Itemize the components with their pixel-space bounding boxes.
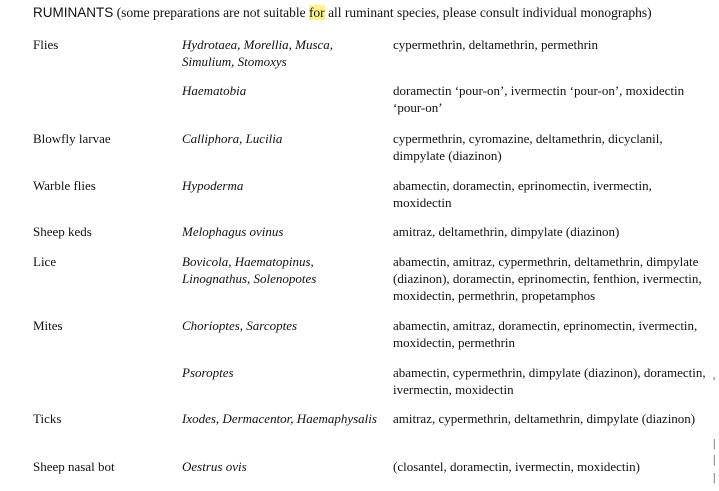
margin-tick-mark: ' — [713, 374, 716, 388]
parasite-name: Lice — [33, 254, 57, 269]
parasite-name: Sheep keds — [33, 224, 92, 239]
genus-list: Oestrus ovis — [182, 459, 247, 474]
heading-note-before: (some preparations are not suitable — [113, 5, 309, 20]
drug-list: (closantel, doramectin, ivermectin, moxidectin) — [393, 459, 640, 474]
parasite-name: Blowfly larvae — [33, 131, 111, 146]
genus-list: Bovicola, Haematopinus, Linognathus, Solenopotes — [182, 254, 317, 286]
margin-tick-mark: | — [713, 470, 716, 484]
margin-tick-mark: | — [713, 452, 716, 466]
drug-list: abamectin, doramectin, eprinomectin, ivermectin, moxidectin — [393, 178, 652, 210]
genus-list: Melophagus ovinus — [182, 224, 284, 239]
genus-list: Calliphora, Lucilia — [182, 131, 283, 146]
drug-list: amitraz, deltamethrin, dimpylate (diazinon) — [393, 224, 620, 239]
drug-list: amitraz, cypermethrin, deltamethrin, dimpylate (diazinon) — [393, 411, 696, 426]
drug-list: cypermethrin, deltamethrin, permethrin — [393, 37, 599, 52]
parasite-name: Flies — [33, 37, 59, 52]
section-heading — [33, 5, 652, 21]
heading-highlighted-word: for — [308, 5, 325, 20]
margin-tick-mark: | — [713, 436, 716, 450]
drug-list: abamectin, amitraz, cypermethrin, deltamethrin, dimpylate (diazinon), doramectin, eprinomectin, fenthion, ivermectin, moxidectin, permethrin, propetamphos — [393, 254, 702, 303]
parasite-name: Warble flies — [33, 178, 96, 193]
heading-lead: RUMINANTS — [33, 5, 114, 20]
genus-list: Hypoderma — [182, 178, 244, 193]
drug-list: doramectin ‘pour-on’, ivermectin ‘pour-on’, moxidectin ‘pour-on’ — [393, 83, 685, 115]
drug-list: cypermethrin, cyromazine, deltamethrin, dicyclanil, dimpylate (diazinon) — [393, 131, 663, 163]
genus-list: Chorioptes, Sarcoptes — [182, 318, 298, 333]
drug-list: abamectin, amitraz, doramectin, eprinomectin, ivermectin, moxidectin, permethrin — [393, 318, 698, 350]
parasite-name: Mites — [33, 318, 63, 333]
heading-note-after: all ruminant species, please consult individual monographs) — [324, 5, 652, 20]
genus-list: Haematobia — [182, 83, 247, 98]
genus-list: Psoroptes — [182, 365, 234, 380]
genus-list: Hydrotaea, Morellia, Musca, Simulium, Stomoxys — [182, 37, 334, 69]
drug-list: abamectin, cypermethrin, dimpylate (diazinon), doramectin, ivermectin, moxidectin — [393, 365, 706, 397]
genus-list: Ixodes, Dermacentor, Haemaphysalis — [182, 411, 377, 426]
parasite-name: Sheep nasal bot — [33, 459, 115, 474]
parasite-name: Ticks — [33, 411, 62, 426]
